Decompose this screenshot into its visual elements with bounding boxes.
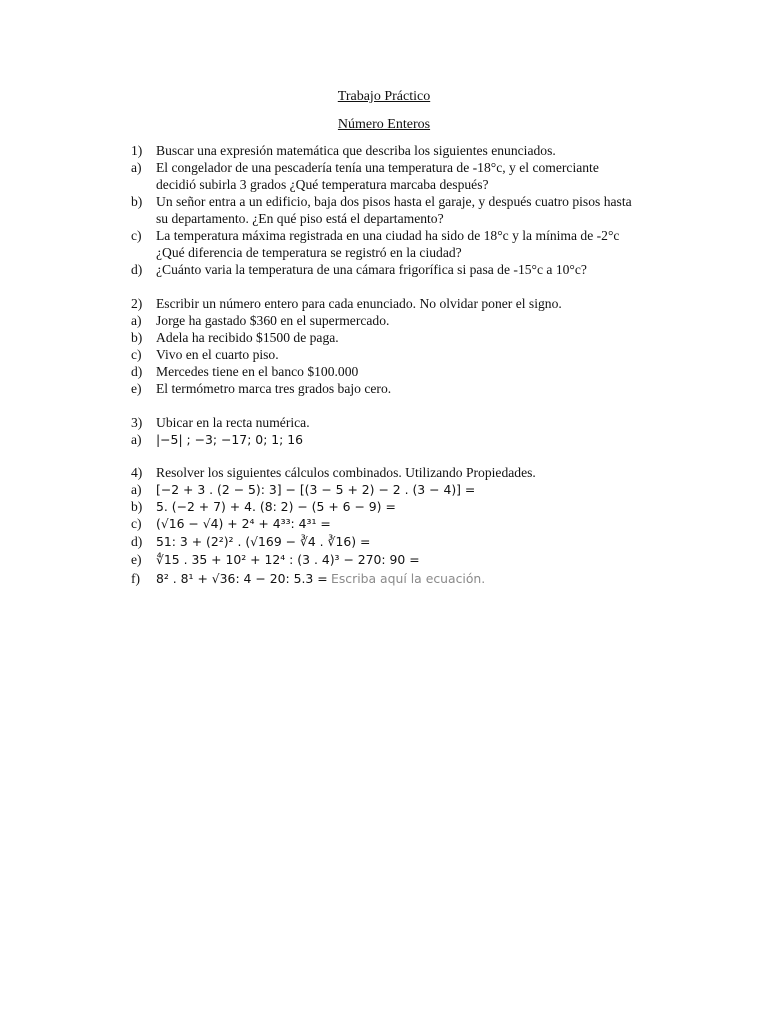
list-item-text: Jorge ha gastado $360 en el supermercado. xyxy=(156,313,390,328)
list-item-text: ¿Cuánto varia la temperatura de una cámara frigorífica si pasa de -15°c a 10°c? xyxy=(156,262,587,277)
list-item-text: Adela ha recibido $1500 de paga. xyxy=(156,330,339,345)
math-expression: |−5| ; −3; −17; 0; 1; 16 xyxy=(156,432,304,447)
math-expression: 5. (−2 + 7) + 4. (8: 2) − (5 + 6 − 9) = xyxy=(156,499,396,514)
document-title: Trabajo Práctico xyxy=(337,89,431,104)
list-label: f) xyxy=(131,571,141,586)
list-label: 4) xyxy=(131,465,143,480)
list-label: a) xyxy=(131,482,142,497)
list-label: d) xyxy=(131,534,143,549)
section-text: Resolver los siguientes cálculos combinados. Utilizando Propiedades. xyxy=(156,465,536,480)
list-label: e) xyxy=(131,552,142,567)
list-item-text: Vivo en el cuarto piso. xyxy=(156,347,279,362)
section-text: Buscar una expresión matemática que describa los siguientes enunciados. xyxy=(156,143,556,158)
list-item-text: El termómetro marca tres grados bajo cero. xyxy=(156,381,392,396)
list-label: c) xyxy=(131,228,142,243)
section-text: Escribir un número entero para cada enunciado. No olvidar poner el signo. xyxy=(156,296,562,311)
section-text: Ubicar en la recta numérica. xyxy=(156,415,310,430)
math-expression: (√16 − √4) + 2⁴ + 4³³: 4³¹ = xyxy=(156,516,331,531)
list-item-text: Un señor entra a un edificio, baja dos pisos hasta el garaje, y después cuatro pisos hasta xyxy=(156,194,632,209)
list-label: b) xyxy=(131,330,143,345)
list-label: d) xyxy=(131,262,143,277)
equation-line xyxy=(156,570,485,587)
equation-placeholder[interactable]: Escriba aquí la ecuación. xyxy=(331,571,486,586)
list-item-text: ¿Qué diferencia de temperatura se registró en la ciudad? xyxy=(156,245,462,260)
math-expression: 51: 3 + (2²)² . (√169 − ∛4 . ∛16) = xyxy=(156,534,371,549)
list-label: a) xyxy=(131,313,142,328)
list-item-text: su departamento. ¿En qué piso está el departamento? xyxy=(156,211,444,226)
list-item-text: El congelador de una pescadería tenía una temperatura de -18°c, y el comerciante xyxy=(156,160,599,175)
list-label: e) xyxy=(131,381,142,396)
list-item-text: decidió subirla 3 grados ¿Qué temperatura marcaba después? xyxy=(156,177,489,192)
math-expression: 8² . 8¹ + √36: 4 − 20: 5.3 = xyxy=(156,571,328,586)
list-label: a) xyxy=(131,432,142,447)
list-label: c) xyxy=(131,347,142,362)
document-subtitle: Número Enteros xyxy=(337,117,431,132)
list-label: b) xyxy=(131,194,143,209)
list-label: a) xyxy=(131,160,142,175)
list-label: b) xyxy=(131,499,143,514)
list-label: 2) xyxy=(131,296,143,311)
math-expression: ∜15 . 35 + 10² + 12⁴ : (3 . 4)³ − 270: 90 = xyxy=(156,552,420,567)
list-label: 3) xyxy=(131,415,143,430)
list-label: 1) xyxy=(131,143,143,158)
list-item-text: Mercedes tiene en el banco $100.000 xyxy=(156,364,359,379)
math-expression: [−2 + 3 . (2 − 5): 3] − [(3 − 5 + 2) − 2 . (3 − 4)] = xyxy=(156,482,476,497)
list-label: c) xyxy=(131,516,142,531)
list-label: d) xyxy=(131,364,143,379)
list-item-text: La temperatura máxima registrada en una ciudad ha sido de 18°c y la mínima de -2°c xyxy=(156,228,620,243)
